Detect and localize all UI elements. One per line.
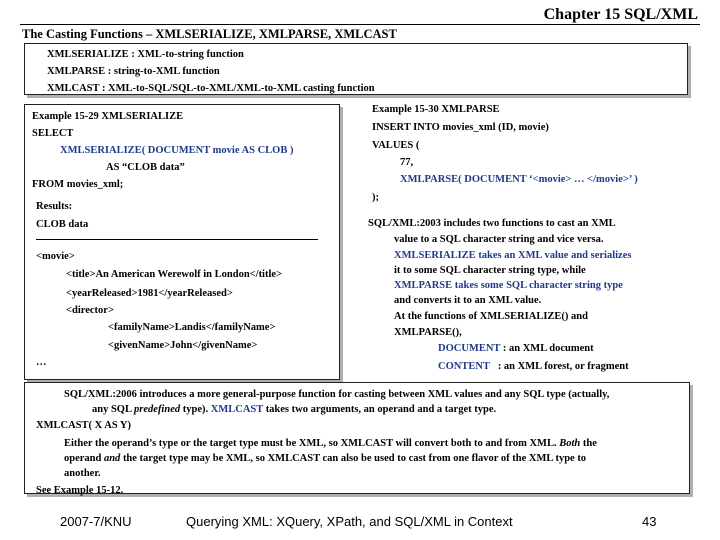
xml-line: <title>An American Werewolf in London</title> [66, 269, 283, 280]
footer-course-title: Querying XML: XQuery, XPath, and SQL/XML in Context [186, 514, 513, 529]
xml-line: <givenName>John</givenName> [108, 340, 258, 351]
page-number: 43 [642, 514, 657, 529]
result-separator [36, 239, 318, 240]
document-label: DOCUMENT [438, 343, 501, 354]
result-column-header: CLOB data [36, 219, 89, 230]
slide-title: The Casting Functions – XMLSERIALIZE, XMLPARSE, XMLCAST [22, 27, 397, 41]
header-divider [20, 24, 700, 25]
example-15-29-heading: Example 15-29 XMLSERIALIZE [32, 111, 184, 122]
xmlcast-para-line1 [64, 438, 597, 449]
para-text: operand [64, 453, 104, 464]
para-text: Either the operand’s type or the target type must be XML, so XMLCAST will convert both to and from XML. [64, 438, 560, 449]
content-mode [438, 361, 629, 372]
content-label: CONTENT [438, 361, 490, 372]
para-text: the [580, 438, 597, 449]
predefined-emphasis: predefined [134, 404, 181, 415]
xmlcast-keyword: XMLCAST [210, 404, 264, 415]
sqlxml2003-text: XMLPARSE takes some SQL character string type [394, 280, 623, 291]
sqlxml2003-text: it to some SQL character string type, while [394, 265, 586, 276]
sqlxml2006-line2 [92, 404, 496, 415]
value-id: 77, [400, 157, 414, 168]
definition-xmlserialize: XMLSERIALIZE : XML-to-string function [47, 49, 244, 60]
xmlcast-para-line2 [64, 453, 586, 464]
sqlxml2006-line1: SQL/XML:2006 introduces a more general-purpose function for casting between XML values and any SQL type (actually, [64, 389, 610, 400]
and-emphasis: and [103, 453, 121, 464]
xml-line: <yearReleased>1981</yearReleased> [66, 288, 233, 299]
statement-close: ); [372, 192, 379, 203]
xmlcast-syntax: XMLCAST( X AS Y) [36, 420, 131, 431]
results-label: Results: [36, 201, 73, 212]
definitions-box [24, 43, 688, 95]
footer-date: 2007-7/KNU [60, 514, 132, 529]
definition-xmlparse: XMLPARSE : string-to-XML function [47, 66, 220, 77]
line2-text: takes two arguments, an operand and a target type. [263, 404, 497, 415]
sqlxml2003-text: At the functions of XMLSERIALIZE() and [394, 311, 588, 322]
chapter-title: Chapter 15 SQL/XML [543, 6, 698, 23]
para-text: the target type may be XML, so XMLCAST can also be used to cast from one flavor of the XML type to [120, 453, 587, 464]
sqlxml2003-text: SQL/XML:2003 includes two functions to cast an XML [368, 218, 616, 229]
xmlcast-para-line3: another. [64, 468, 101, 479]
xml-line: <movie> [36, 251, 75, 262]
as-clause: AS “CLOB data” [106, 162, 185, 173]
from-clause: FROM movies_xml; [32, 179, 124, 190]
definition-xmlcast: XMLCAST : XML-to-SQL/SQL-to-XML/XML-to-XML casting function [47, 83, 375, 94]
values-keyword: VALUES ( [372, 140, 420, 151]
insert-statement: INSERT INTO movies_xml (ID, movie) [372, 122, 549, 133]
sqlxml2003-text: XMLSERIALIZE takes an XML value and serializes [394, 250, 632, 261]
xmlserialize-call: XMLSERIALIZE( DOCUMENT movie AS CLOB ) [60, 145, 294, 156]
sqlxml2003-text: and converts it to an XML value. [394, 295, 542, 306]
xmlparse-call: XMLPARSE( DOCUMENT ‘<movie> … </movie>’ ) [400, 174, 638, 185]
example-15-30-heading: Example 15-30 XMLPARSE [372, 104, 500, 115]
sqlxml2003-text: XMLPARSE(), [394, 327, 462, 338]
both-emphasis: Both [559, 438, 581, 449]
content-desc: : an XML forest, or fragment [497, 361, 629, 372]
see-also-reference: See Example 15-12. [36, 485, 124, 496]
document-desc: : an XML document [502, 343, 594, 354]
sqlxml2003-text: value to a SQL character string and vice versa. [394, 234, 604, 245]
line2-text: any SQL [92, 404, 135, 415]
xml-ellipsis: … [36, 357, 47, 368]
xml-line: <director> [66, 305, 114, 316]
document-mode [438, 343, 594, 354]
line2-text: type). [180, 404, 211, 415]
xml-line: <familyName>Landis</familyName> [108, 322, 276, 333]
select-keyword: SELECT [32, 128, 74, 139]
